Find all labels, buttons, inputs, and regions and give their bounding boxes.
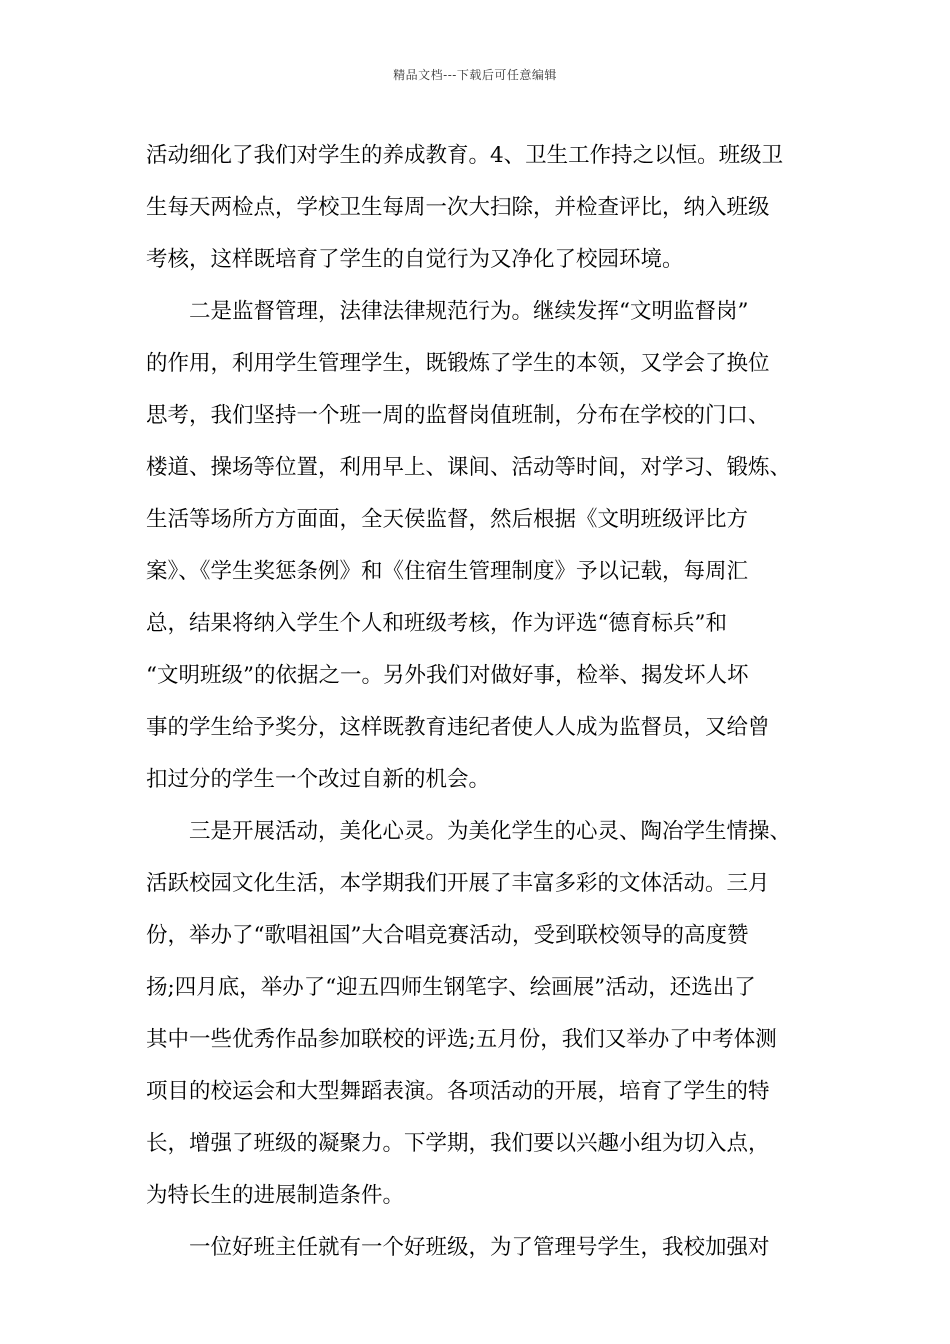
text-line: 活动细化了我们对学生的养成教育。4、卫生工作持之以恒。班级卫 <box>146 143 784 168</box>
text-line: 扬;四月底，举办了“迎五四师生钢笔字、绘画展”活动，还选出了 <box>146 975 756 1000</box>
text-line: “文明班级”的依据之一。另外我们对做好事，检举、揭发坏人坏 <box>146 663 749 688</box>
text-line: 案》、《学生奖惩条例》和《住宿生管理制度》予以记载，每周汇 <box>146 559 749 584</box>
text-line: 长，增强了班级的凝聚力。下学期，我们要以兴趣小组为切入点， <box>146 1131 770 1156</box>
text-line: 考核，这样既培育了学生的自觉行为又净化了校园环境。 <box>146 247 684 272</box>
page-header: 精品文档---下载后可任意编辑 <box>393 68 557 82</box>
text-line: 为特长生的进展制造条件。 <box>146 1183 405 1208</box>
paragraph-first-line: 三是开展活动，美化心灵。为美化学生的心灵、陶冶学生情操、 <box>189 819 792 844</box>
text-line: 楼道、操场等位置，利用早上、课间、活动等时间，对学习、锻炼、 <box>146 455 792 480</box>
text-line: 的作用，利用学生管理学生，既锻炼了学生的本领，又学会了换位 <box>146 351 770 376</box>
text-line: 思考，我们坚持一个班一周的监督岗值班制，分布在学校的门口、 <box>146 403 770 428</box>
text-line: 生活等场所方方面面，全天侯监督，然后根据《文明班级评比方 <box>146 507 749 532</box>
text-line: 事的学生给予奖分，这样既教育违纪者使人人成为监督员，又给曾 <box>146 715 770 740</box>
text-line: 其中一些优秀作品参加联校的评选;五月份，我们又举办了中考体测 <box>146 1027 777 1052</box>
text-line: 扣过分的学生一个改过自新的机会。 <box>146 767 491 792</box>
text-line: 总，结果将纳入学生个人和班级考核，作为评选“德育标兵”和 <box>146 611 727 636</box>
text-line: 生每天两检点，学校卫生每周一次大扫除，并检查评比，纳入班级 <box>146 195 770 220</box>
paragraph-first-line: 一位好班主任就有一个好班级，为了管理号学生，我校加强对 <box>189 1235 770 1260</box>
text-line: 项目的校运会和大型舞蹈表演。各项活动的开展，培育了学生的特 <box>146 1079 770 1104</box>
paragraph-first-line: 二是监督管理，法律法律规范行为。继续发挥“文明监督岗” <box>189 299 749 324</box>
document-body <box>146 130 826 1274</box>
text-line: 份，举办了“歌唱祖国”大合唱竞赛活动，受到联校领导的高度赞 <box>146 923 749 948</box>
text-line: 活跃校园文化生活，本学期我们开展了丰富多彩的文体活动。三月 <box>146 871 770 896</box>
